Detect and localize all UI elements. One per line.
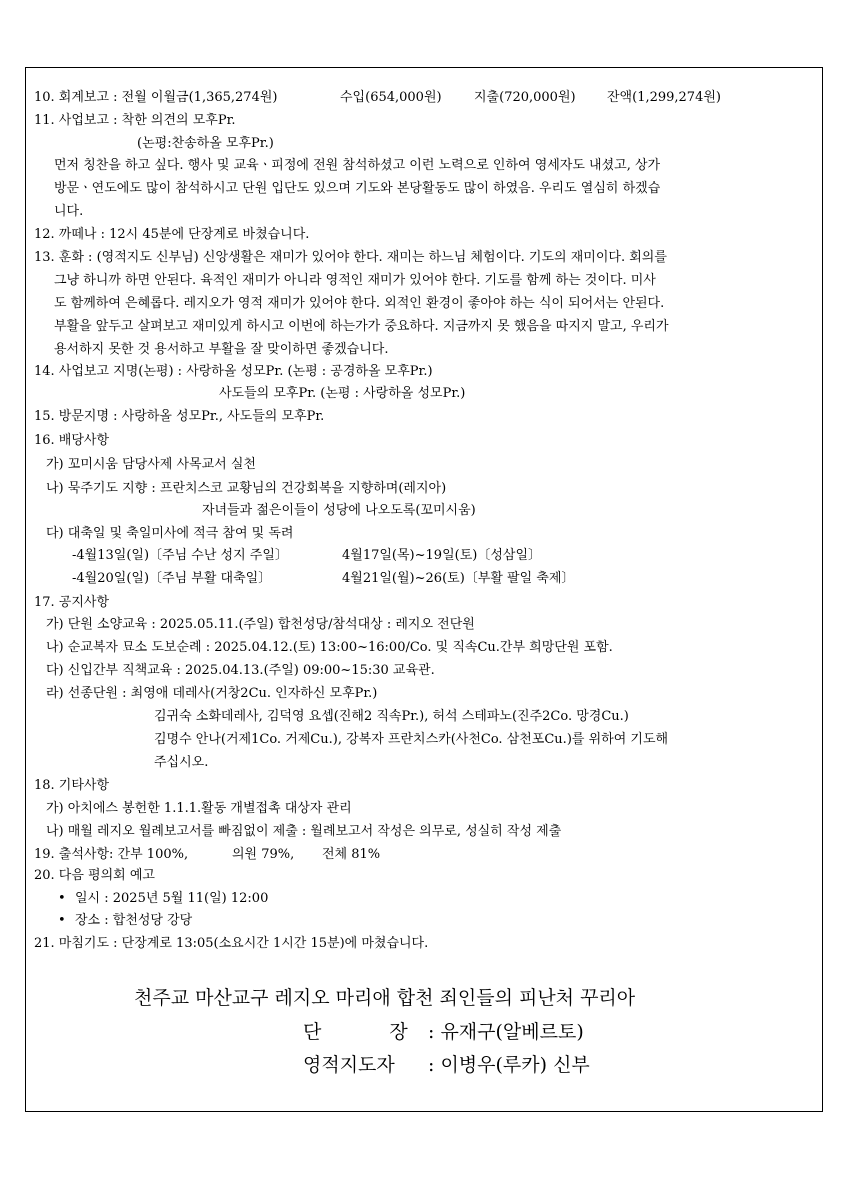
leader-name: : 유재구(알베르토) bbox=[428, 1021, 584, 1043]
allocations-title: 16. 배당사항 bbox=[34, 433, 110, 448]
allocation-item: 가) 꼬미시움 담당사제 사목교서 실천 bbox=[46, 457, 256, 472]
notice-item: 가) 단원 소양교육 : 2025.05.11.(주일) 합천성당/참석대상 : 레지오 전단원 bbox=[46, 617, 475, 632]
notice-item: 다) 신입간부 직책교육 : 2025.04.13.(주일) 09:00~15:30 교육관. bbox=[46, 663, 435, 678]
misc-item: 나) 매월 레지오 월례보고서를 빠짐없이 제출 : 월례보고서 작성은 의무로, 성실히 작성 제출 bbox=[46, 824, 562, 839]
business-report-review: (논평:찬송하올 모후Pr.) bbox=[137, 136, 274, 151]
closing-prayer-line: 21. 마침기도 : 단장계로 13:05(소요시간 1시간 15분)에 마쳤습니다. bbox=[34, 936, 429, 951]
bullet-icon: • bbox=[58, 891, 66, 906]
allocation-item: 다) 대축일 및 축일미사에 적극 참여 및 독려 bbox=[46, 526, 294, 541]
business-report-body-line: 먼저 칭찬을 하고 싶다. 행사 및 교육ㆍ피정에 전원 참석하셨고 이런 노력으로 인하여 영세자도 내셨고, 상가 bbox=[54, 158, 661, 173]
business-report-body-line: 방문ㆍ연도에도 많이 참석하시고 단원 입단도 있으며 기도와 본당활동도 많이 하였음. 우리도 열심히 하겠습 bbox=[54, 181, 661, 196]
homily-line: 13. 훈화 : (영적지도 신부님) 신앙생활은 재미가 있어야 한다. 재미는 하느님 체험이다. 기도의 재미이다. 회의를 bbox=[34, 250, 667, 265]
accounting-report: 10. 회계보고 : 전월 이월금(1,365,274원) 수입(654,000원) 지출(720,000원) 잔액(1,299,274원) bbox=[34, 90, 721, 105]
notice-item: 나) 순교복자 묘소 도보순례 : 2025.04.12.(토) 13:00~16:00/Co. 및 직속Cu.간부 희망단원 포함. bbox=[46, 640, 613, 655]
report-assignment-line: 14. 사업보고 지명(논평) : 사랑하올 성모Pr. (논평 : 공경하올 모후Pr.) bbox=[34, 364, 433, 379]
notice-item: 주십시오. bbox=[154, 755, 209, 770]
business-report-body-line: 니다. bbox=[54, 204, 84, 219]
leader-label: 단 장 bbox=[303, 1021, 408, 1043]
organization-name: 천주교 마산교구 레지오 마리애 합천 죄인들의 피난처 꾸리아 bbox=[134, 987, 636, 1009]
notice-item: 라) 선종단원 : 최영애 데레사(거창2Cu. 인자하신 모후Pr.) bbox=[46, 686, 378, 701]
next-meeting-title: 20. 다음 평의회 예고 bbox=[34, 868, 155, 883]
next-meeting-place: 장소 : 합천성당 강당 bbox=[75, 913, 193, 928]
document-frame bbox=[25, 67, 823, 1112]
business-report-title: 11. 사업보고 : 착한 의견의 모후Pr. bbox=[34, 113, 236, 128]
misc-item: 가) 아치에스 봉헌한 1.1.1.활동 개별접촉 대상자 관리 bbox=[46, 801, 352, 816]
misc-title: 18. 기타사항 bbox=[34, 778, 110, 793]
feast-schedule-line: -4월13일(일)〔주님 수난 성지 주일〕 4월17일(목)~19일(토)〔성삼일〕 bbox=[72, 548, 541, 563]
next-meeting-date: 일시 : 2025년 5월 11(일) 12:00 bbox=[75, 891, 269, 906]
spiritual-director-label: 영적지도자 bbox=[303, 1054, 395, 1076]
spiritual-director-name: : 이병우(루카) 신부 bbox=[428, 1054, 590, 1076]
report-assignment-line: 사도들의 모후Pr. (논평 : 사랑하올 성모Pr.) bbox=[219, 386, 466, 401]
homily-line: 그냥 하니까 하면 안된다. 육적인 재미가 아니라 영적인 재미가 있어야 한다. 기도를 함께 하는 것이다. 미사 bbox=[54, 273, 656, 288]
catena-line: 12. 까떼나 : 12시 45분에 단장계로 바쳤습니다. bbox=[34, 227, 310, 242]
bullet-icon: • bbox=[58, 913, 66, 928]
homily-line: 도 함께하여 은혜롭다. 레지오가 영적 재미가 있어야 한다. 외적인 환경이 좋아야 하는 식이 되어서는 안된다. bbox=[54, 296, 665, 311]
homily-line: 부활을 앞두고 살펴보고 재미있게 하시고 이번에 하는가가 중요하다. 지금까지 못 했음을 따지지 말고, 우리가 bbox=[54, 319, 669, 334]
allocation-item: 나) 묵주기도 지향 : 프란치스코 교황님의 건강회복을 지향하며(레지아) bbox=[46, 481, 447, 496]
feast-schedule-line: -4월20일(일)〔주님 부활 대축일〕 4월21일(월)~26(토)〔부활 팔일 축제〕 bbox=[72, 571, 575, 586]
homily-line: 용서하지 못한 것 용서하고 부활을 잘 맞이하면 좋겠습니다. bbox=[54, 342, 389, 357]
notices-title: 17. 공지사항 bbox=[34, 595, 110, 610]
visit-assignment-line: 15. 방문지명 : 사랑하올 성모Pr., 사도들의 모후Pr. bbox=[34, 409, 325, 424]
attendance-line: 19. 출석사항: 간부 100%, 의원 79%, 전체 81% bbox=[34, 847, 381, 862]
notice-item: 김명수 안나(거제1Co. 거제Cu.), 강복자 프란치스카(사천Co. 삼천포Cu.)를 위하여 기도해 bbox=[154, 732, 669, 747]
allocation-item: 자녀들과 젊은이들이 성당에 나오도록(꼬미시움) bbox=[202, 503, 476, 518]
notice-item: 김귀숙 소화데레사, 김덕영 요셉(진해2 직속Pr.), 허석 스테파노(진주2Co. 망경Cu.) bbox=[154, 709, 629, 724]
